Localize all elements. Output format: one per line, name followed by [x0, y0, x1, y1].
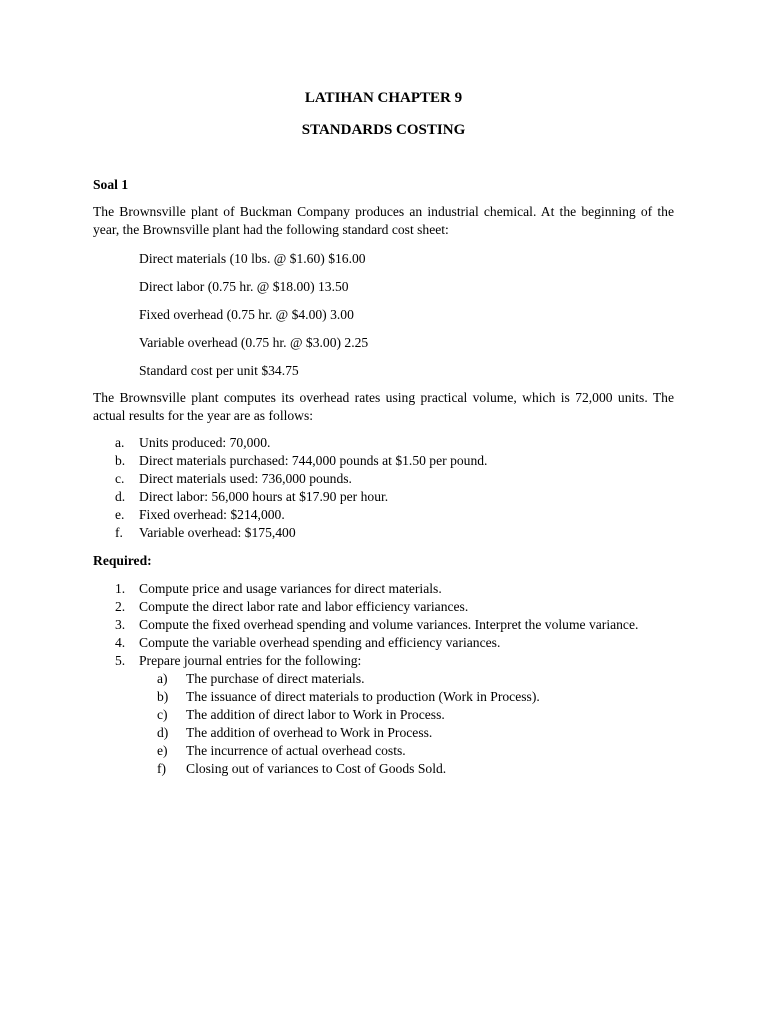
cost-line: Direct materials (10 lbs. @ $1.60) $16.00: [139, 251, 366, 266]
sub-list-marker: a): [157, 671, 168, 686]
sub-list-item: [139, 670, 674, 688]
sub-list-item: [139, 760, 674, 778]
list-item: [93, 580, 674, 598]
list-item-text: [139, 652, 674, 778]
list-item: [93, 634, 674, 652]
list-item-text: Fixed overhead: $214,000.: [139, 507, 285, 522]
list-item-text: Compute the direct labor rate and labor efficiency variances.: [139, 599, 469, 614]
list-item: [93, 452, 674, 470]
sub-list-item: [139, 706, 674, 724]
list-item: [93, 652, 674, 778]
required-heading: Required:: [93, 553, 152, 568]
list-marker: f.: [115, 525, 123, 540]
sub-list-marker: b): [157, 689, 169, 704]
list-marker: 5.: [115, 653, 126, 668]
list-marker: 1.: [115, 581, 126, 596]
list-item-text: Compute the fixed overhead spending and volume variances. Interpret the volume variance.: [139, 617, 639, 632]
sub-list-item-text: The issuance of direct materials to production (Work in Process).: [186, 689, 540, 704]
list-item-text: Units produced: 70,000.: [139, 435, 271, 450]
list-item: [93, 524, 674, 542]
list-marker: c.: [115, 471, 125, 486]
required-list: [93, 580, 674, 778]
list-item: [93, 506, 674, 524]
journal-entries-list: [139, 670, 674, 778]
list-item: [93, 434, 674, 452]
cost-line: Variable overhead (0.75 hr. @ $3.00) 2.25: [139, 335, 369, 350]
document-title: LATIHAN CHAPTER 9: [304, 90, 463, 106]
list-item: [93, 470, 674, 488]
list-item: [93, 488, 674, 506]
list-item: [93, 616, 674, 634]
list-item-text: Direct labor: 56,000 hours at $17.90 per hour.: [139, 489, 389, 504]
list-item: [93, 598, 674, 616]
sub-list-marker: f): [157, 761, 167, 776]
document-subtitle: STANDARDS COSTING: [301, 122, 466, 138]
list-item-text: Compute the variable overhead spending and efficiency variances.: [139, 635, 501, 650]
sub-list-item: [139, 688, 674, 706]
document-page: [93, 86, 674, 778]
intro-paragraph: The Brownsville plant of Buckman Company produces an industrial chemical. At the beginning of the year, the Brownsville plant had the following standard cost sheet:: [93, 204, 674, 237]
list-item-text: Direct materials purchased: 744,000 pounds at $1.50 per pound.: [139, 453, 488, 468]
sub-list-item-text: The addition of direct labor to Work in Process.: [186, 707, 445, 722]
sub-list-item-text: The incurrence of actual overhead costs.: [186, 743, 406, 758]
overhead-paragraph: The Brownsville plant computes its overhead rates using practical volume, which is 72,000 units. The actual results for the year are as follows:: [93, 390, 674, 423]
list-marker: e.: [115, 507, 125, 522]
sub-list-marker: d): [157, 725, 169, 740]
journal-entries-intro: Prepare journal entries for the following:: [139, 653, 362, 668]
list-marker: d.: [115, 489, 126, 504]
sub-list-item-text: The purchase of direct materials.: [186, 671, 365, 686]
sub-list-marker: e): [157, 743, 168, 758]
list-item-text: Variable overhead: $175,400: [139, 525, 296, 540]
list-item-text: Compute price and usage variances for direct materials.: [139, 581, 442, 596]
cost-line: Fixed overhead (0.75 hr. @ $4.00) 3.00: [139, 307, 354, 322]
list-marker: b.: [115, 453, 126, 468]
cost-line: Standard cost per unit $34.75: [139, 363, 299, 378]
actual-results-list: [93, 434, 674, 542]
cost-line: Direct labor (0.75 hr. @ $18.00) 13.50: [139, 279, 349, 294]
list-marker: a.: [115, 435, 125, 450]
standard-cost-sheet: [139, 245, 674, 385]
sub-list-item-text: Closing out of variances to Cost of Goods Sold.: [186, 761, 447, 776]
list-marker: 4.: [115, 635, 126, 650]
list-item-text: Direct materials used: 736,000 pounds.: [139, 471, 352, 486]
list-marker: 2.: [115, 599, 126, 614]
sub-list-item: [139, 724, 674, 742]
list-marker: 3.: [115, 617, 126, 632]
section-heading: Soal 1: [93, 177, 129, 192]
sub-list-item: [139, 742, 674, 760]
sub-list-marker: c): [157, 707, 168, 722]
sub-list-item-text: The addition of overhead to Work in Process.: [186, 725, 433, 740]
